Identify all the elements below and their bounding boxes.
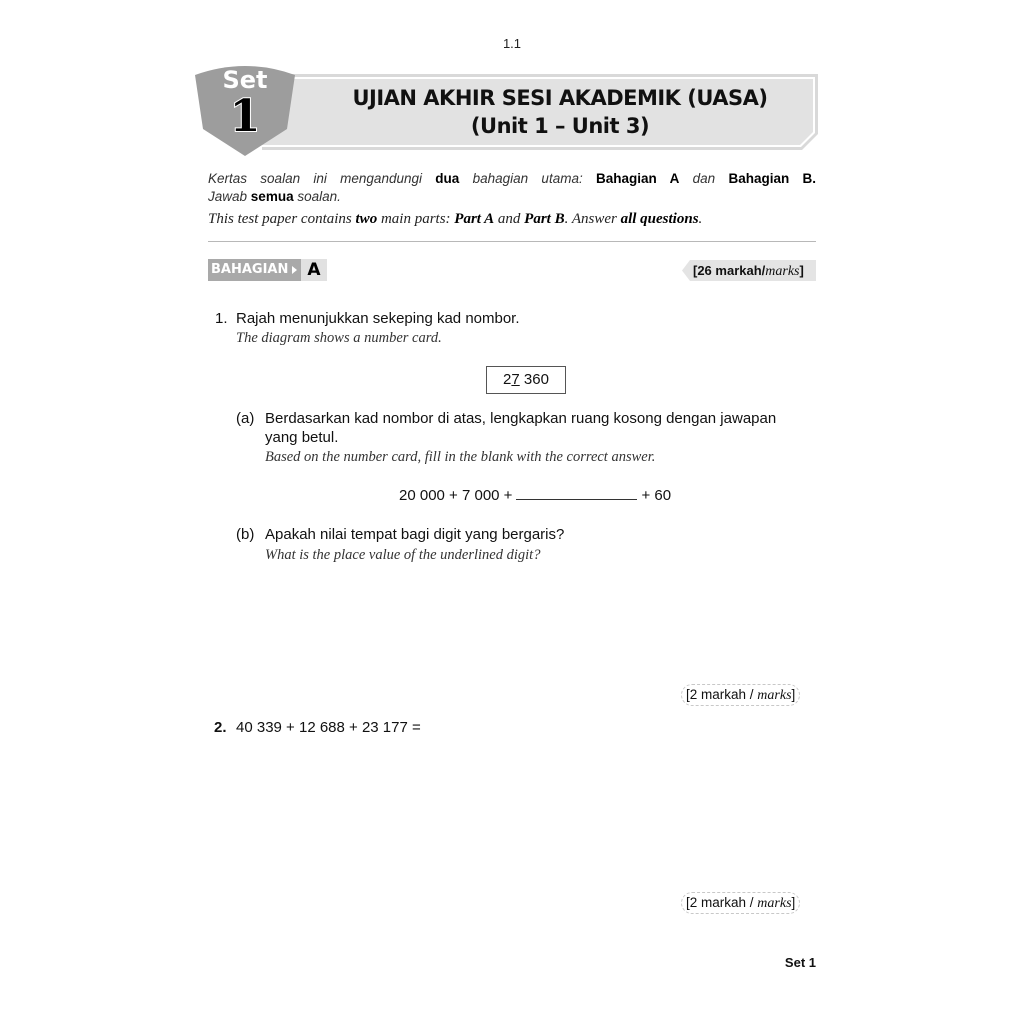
section-letter: A — [301, 259, 326, 281]
answer-blank[interactable] — [516, 486, 637, 500]
section-name: BAHAGIAN — [211, 262, 289, 277]
page-number: 1.1 — [502, 36, 522, 51]
intro-bold: dua — [435, 171, 460, 186]
part-a-text-malay: Berdasarkan kad nombor di atas, lengkapkan ruang kosong dengan jawapan — [265, 410, 777, 427]
marks-english: marks — [765, 264, 800, 279]
intro-text: dan — [692, 171, 716, 186]
marks-malay: [2 markah / — [686, 895, 754, 910]
intro-bold: Part A — [454, 211, 495, 227]
part-a-text-english: Based on the number card, fill in the blank with the correct answer. — [265, 449, 656, 465]
marks-malay: [2 markah / — [686, 687, 754, 702]
marks-malay: [26 markah/ — [693, 263, 766, 278]
equation-left: 20 000 + 7 000 + — [399, 487, 513, 504]
intro-text: bahagian utama: — [472, 171, 583, 186]
number-card — [486, 366, 566, 394]
intro-text: . Answer — [564, 211, 617, 227]
marks-close: ] — [791, 895, 796, 910]
section-marks — [682, 260, 816, 281]
marks-close: ] — [791, 687, 796, 702]
title-line-2: (Unit 1 – Unit 3) — [470, 114, 650, 138]
set-badge-label: Set — [222, 66, 268, 94]
intro-text: This test paper contains — [208, 211, 352, 227]
intro-text: Kertas soalan ini mengandungi — [208, 171, 422, 186]
intro-text: . — [698, 211, 703, 227]
part-b-text-english: What is the place value of the underlined digit? — [265, 547, 541, 563]
set-badge-number: 1 — [229, 91, 261, 142]
card-digit: 2 — [503, 371, 512, 388]
intro-bold: semua — [250, 189, 294, 204]
marks-english: marks — [757, 896, 792, 911]
intro-bold: all questions — [620, 211, 699, 227]
question-text-english: The diagram shows a number card. — [236, 330, 442, 346]
intro-bold: Part B — [524, 211, 565, 227]
arrow-right-icon — [292, 266, 297, 274]
intro-bold: Bahagian B. — [728, 171, 817, 186]
page-footer: Set 1 — [784, 955, 816, 970]
intro-bold: Bahagian A — [596, 171, 680, 186]
part-a-text-malay-line2: yang betul. — [265, 429, 339, 446]
marks-english: marks — [757, 688, 792, 703]
instructions-malay-line2 — [208, 188, 341, 205]
section-label — [208, 259, 327, 281]
question-number: 1. — [215, 310, 228, 327]
divider — [208, 241, 816, 242]
question-number: 2. — [214, 719, 227, 736]
intro-text: Jawab — [208, 189, 248, 204]
question-marks — [681, 892, 800, 914]
equation — [399, 486, 671, 505]
question-text-malay: Rajah menunjukkan sekeping kad nombor. — [236, 310, 520, 327]
intro-text: and — [497, 211, 521, 227]
equation-right: + 60 — [641, 487, 672, 504]
card-underlined-digit: 7 — [511, 371, 520, 388]
part-label: (a) — [236, 410, 255, 427]
intro-text: main parts: — [380, 211, 451, 227]
question-marks — [681, 684, 800, 706]
part-b-text-malay: Apakah nilai tempat bagi digit yang bergaris? — [265, 526, 565, 543]
marks-close: ] — [799, 263, 804, 278]
section-label-text — [208, 259, 301, 281]
page-title — [262, 84, 818, 140]
question-expression: 40 339 + 12 688 + 23 177 = — [236, 719, 421, 736]
instructions-malay — [208, 170, 816, 187]
intro-bold: two — [355, 211, 378, 227]
card-digits: 360 — [519, 371, 549, 388]
part-label: (b) — [236, 526, 255, 543]
instructions-english — [208, 210, 702, 228]
title-line-1: UJIAN AKHIR SESI AKADEMIK (UASA) — [352, 86, 768, 110]
intro-text: soalan. — [297, 189, 341, 204]
